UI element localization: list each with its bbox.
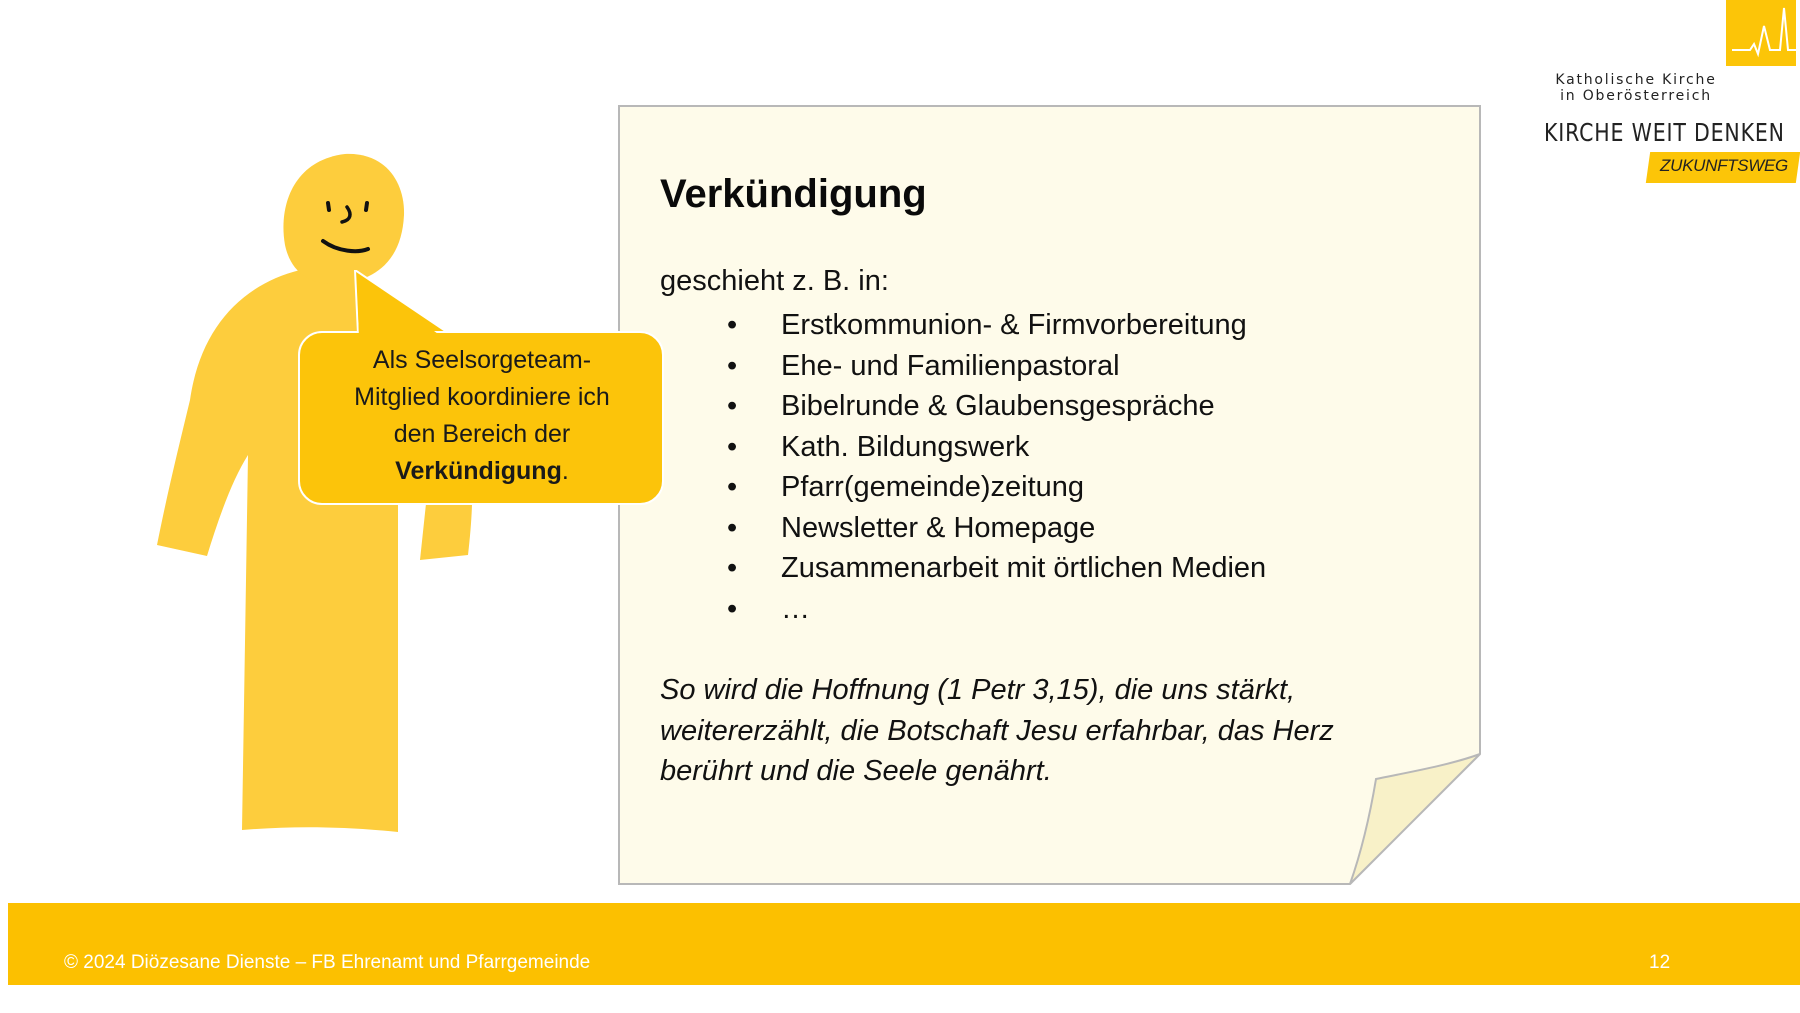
speech-bubble-line: Mitglied koordiniere ich [354, 383, 610, 411]
speech-bubble-tail-cover [350, 270, 460, 342]
bullet-icon: • [727, 390, 738, 422]
note-intro: geschieht z. B. in: [660, 265, 889, 297]
list-item-text: Kath. Bildungswerk [781, 430, 1030, 463]
list-item [725, 589, 1266, 630]
logo-organisation [1536, 72, 1736, 104]
note-quote-line: So wird die Hoffnung (1 Petr 3,15), die uns stärkt, [660, 674, 1296, 706]
speech-bubble-text [306, 342, 658, 490]
list-item-text: Bibelrunde & Glaubensgespräche [781, 390, 1215, 422]
note-title: Verkündigung [660, 172, 927, 216]
note-quote-line: weitererzählt, die Botschaft Jesu erfahrbar, das Herz [660, 714, 1334, 747]
note-list [725, 305, 1266, 629]
speech-bubble-emphasis: Verkündigung [395, 457, 562, 485]
speech-bubble-line: den Bereich der [393, 420, 571, 448]
list-item [725, 548, 1266, 589]
list-item-text: Newsletter & Homepage [781, 511, 1096, 544]
bullet-icon: • [727, 511, 738, 544]
speech-bubble-punct: . [561, 457, 569, 485]
bullet-icon: • [727, 309, 738, 341]
list-item [725, 467, 1266, 508]
list-item-text: Ehe- und Familienpastoral [781, 349, 1120, 382]
list-item [725, 508, 1266, 549]
list-item-text: Erstkommunion- & Firmvorbereitung [781, 309, 1247, 341]
list-item [725, 305, 1266, 346]
bullet-icon: • [727, 592, 738, 625]
logo [1530, 0, 1800, 185]
page-number: 12 [1649, 952, 1671, 973]
list-item-text: Zusammenarbeit mit örtlichen Medien [781, 552, 1267, 584]
logo-tag: ZUKUNFTSWEG [1660, 156, 1788, 175]
footer-copyright: © 2024 Diözesane Dienste – FB Ehrenamt und Pfarrgemeinde [64, 952, 591, 973]
list-item [725, 386, 1266, 427]
logo-org-line: Katholische Kirche [1555, 72, 1717, 88]
bullet-icon: • [727, 552, 738, 584]
logo-slogan: KIRCHE WEIT DENKEN [1544, 118, 1785, 147]
list-item-text: Pfarr(gemeinde)zeitung [781, 471, 1085, 503]
bullet-icon: • [727, 471, 738, 503]
bullet-icon: • [727, 430, 738, 463]
note-quote-line: berührt und die Seele genährt. [660, 755, 1052, 787]
church-roof-logo-icon [1726, 0, 1796, 66]
list-item [725, 346, 1266, 387]
speech-bubble-line [306, 453, 658, 490]
person-head [283, 154, 404, 284]
list-item [725, 427, 1266, 468]
logo-org-line: in Oberösterreich [1560, 88, 1712, 104]
list-item-text: … [781, 592, 810, 625]
note-quote [660, 670, 1380, 792]
bullet-icon: • [727, 349, 738, 382]
speech-bubble-line: Als Seelsorgeteam- [372, 346, 592, 374]
